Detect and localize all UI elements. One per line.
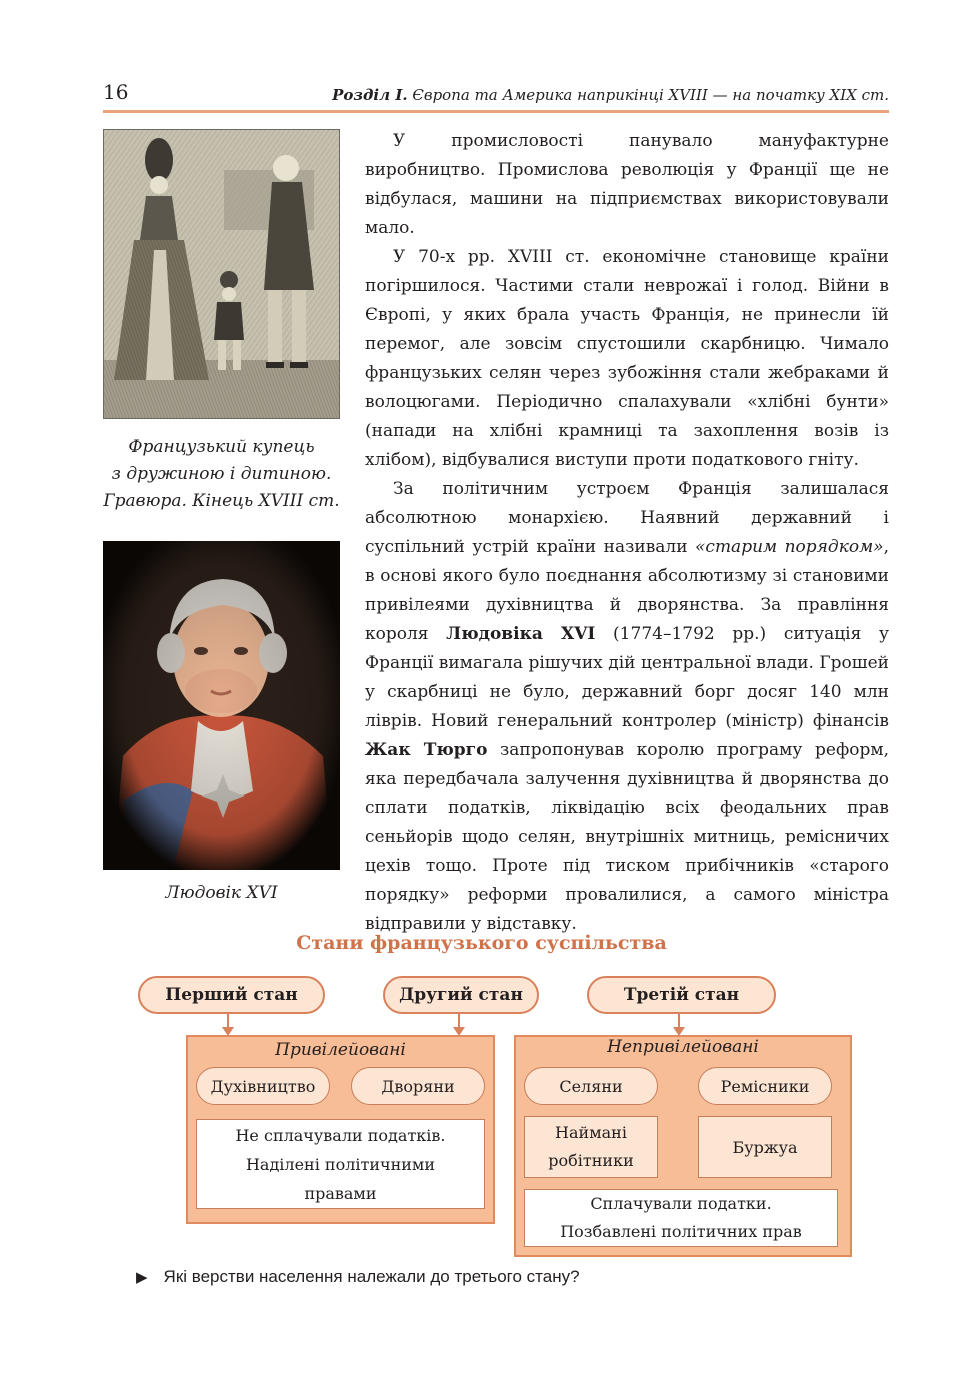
engraving-caption <box>100 434 343 515</box>
engraving-illustration <box>104 130 339 418</box>
estate-third: Третій стан <box>587 976 776 1014</box>
running-head <box>332 86 889 104</box>
caption-line: з дружиною і дитиною. <box>111 464 332 484</box>
caption-line: Французький купець <box>128 437 315 457</box>
artisans-pill: Ремісники <box>698 1067 832 1105</box>
caption-line: Гравюра. Кінець XVIII ст. <box>103 491 340 511</box>
page-number: 16 <box>103 80 129 104</box>
arrow-down-icon <box>678 1014 680 1028</box>
diagram-title: Стани французького суспільства <box>296 932 667 954</box>
body-text <box>365 127 889 939</box>
portrait-illustration <box>103 541 340 870</box>
box-line: робітники <box>548 1151 634 1170</box>
estate-first: Перший стан <box>138 976 325 1014</box>
portrait-caption <box>100 880 343 907</box>
hired-workers-box <box>524 1116 658 1178</box>
section-label: Розділ I. <box>332 86 408 104</box>
nobles-pill: Дворяни <box>351 1067 485 1105</box>
clergy-pill: Духівництво <box>196 1067 330 1105</box>
text-run: , в основі якого було поєднання абсолютизму зі становими привілеями духівництва й дворянства. За правління короля <box>365 537 889 644</box>
paragraph-politics <box>365 475 889 939</box>
estate-second: Другий стан <box>383 976 539 1014</box>
arrow-down-icon <box>458 1014 460 1028</box>
louis-xvi-portrait <box>103 541 340 870</box>
text-run: запропонував королю програму реформ, яка передбачала залучення духівництва й дворянства до сплати податків, ліквідацію всіх феодальних прав сеньйорів щодо селян, внутрішніх митниць, ремісничих цехів тощо. Проте під тиском прибічників «старого порядку» реформи провалилися, а самого міністра відправили у відставку. <box>365 740 889 934</box>
question-text: Які верстви населення належали до третього стану? <box>163 1267 580 1286</box>
note-line: Позбавлені політичних прав <box>560 1222 802 1241</box>
caption-line: Людовік XVI <box>165 883 278 903</box>
note-line: Не сплачували податків. <box>235 1125 446 1145</box>
header-rule <box>103 110 889 113</box>
term-turgot: Жак Тюрго <box>365 740 488 760</box>
text-run: За політичним устроєм Франція залишалася абсолютною монархією. Наявний державний і суспільний устрій країни називали <box>365 479 889 557</box>
privileged-note <box>196 1119 485 1209</box>
paragraph-economy: У 70-х рр. XVIII ст. економічне становище країни погіршилося. Частими стали неврожаї і голод. Війни в Європі, у яких брала участь Франція, не принесли їй перемог, але зовсім спустошили скарбницю. Чимало французьких селян через зубожіння стали жебраками й волоцюгами. Періодично спалахували «хлібні бунти» (напади на хлібні крамниці та захоплення возів із хлібом), відбувалися виступи проти податкового гніту. <box>365 247 889 470</box>
note-line: Сплачували податки. <box>590 1194 772 1213</box>
peasants-pill: Селяни <box>524 1067 658 1105</box>
review-question <box>136 1267 580 1287</box>
term-louis-xvi: Людовіка XVI <box>446 624 596 644</box>
term-old-order: «старим порядком» <box>695 537 884 557</box>
non-privileged-note <box>524 1189 838 1247</box>
non-privileged-label: Непривілейовані <box>607 1037 759 1057</box>
note-line: Наділені політичними <box>245 1154 436 1174</box>
box-line: Наймані <box>555 1123 627 1142</box>
privileged-label: Привілейовані <box>275 1040 406 1060</box>
arrow-down-icon <box>227 1014 229 1028</box>
text-run: (1774–1792 рр.) ситуація у Франції вимагала рішучих дій центральної влади. Грошей у скарбниці не було, державний борг досяг 140 млн ліврів. Новий генеральний контролер (міністр) фінансів <box>365 624 889 731</box>
merchant-family-engraving <box>103 129 340 419</box>
note-line: правами <box>304 1183 377 1203</box>
section-title: Європа та Америка наприкінці XVIII — на початку XIX ст. <box>412 86 889 104</box>
paragraph-industry: У промисловості панувало мануфактурне виробництво. Промислова революція у Франції ще не відбулася, машини на підприємствах використовували мало. <box>365 131 889 238</box>
triangle-right-icon: ▶ <box>136 1269 148 1286</box>
bourgeois-box: Буржуа <box>698 1116 832 1178</box>
